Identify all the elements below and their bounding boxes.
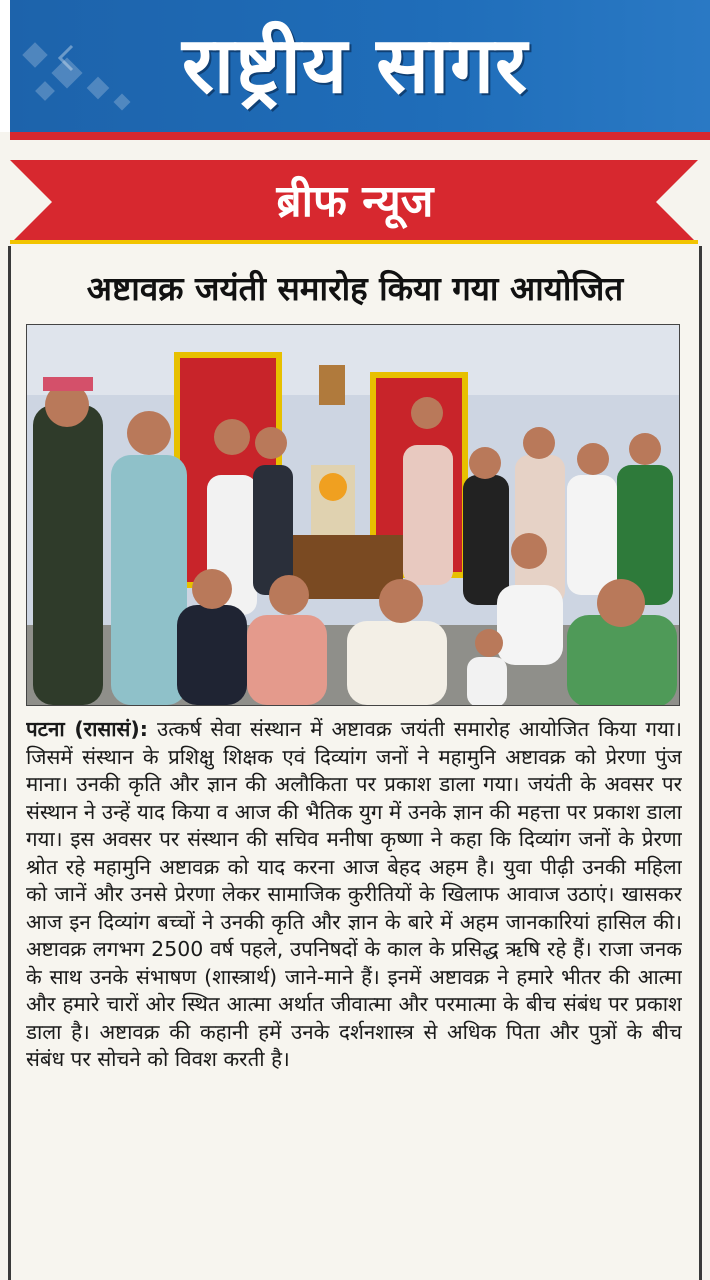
masthead <box>0 0 710 132</box>
section-label: ब्रीफ न्यूज <box>276 176 434 227</box>
article-body-text: उत्कर्ष सेवा संस्थान में अष्टावक्र जयंती समारोह आयोजित किया गया। जिसमें संस्थान के प्रशिक्षु शिक्षक एवं दिव्यांग जनों ने महामुनि अष्टावक्र को प्रेरणा पुंज माना। उनकी कृति और ज्ञान की अलौकिता पर प्रकाश डाला गया। जयंती के अवसर पर संस्थान ने उन्हें याद किया व आज की भैतिक युग में उनके ज्ञान की महत्ता पर प्रकाश डाला गया। इस अवसर पर संस्थान की सचिव मनीषा कृष्णा ने कहा कि दिव्यांग जनों के प्रेरणा श्रोत रहे महामुनि अष्टावक्र को याद करना आज बेहद अहम है। युवा पीढ़ी उनकी महिला को जानें और उनसे प्रेरणा लेकर सामाजिक कुरीतियों के खिलाफ आवाज उठाएं। खासकर आज इन दिव्यांग बच्चों ने उनकी कृति और ज्ञान के बारे में अहम जानकारियां हासिल की। अष्टावक्र लगभग 2500 वर्ष पहले, उपनिषदों के काल के प्रसिद्ध ऋषि रहे हैं। राजा जनक के साथ उनके संभाषण (शास्त्रार्थ) जाने-माने हैं। इनमें अष्टावक्र ने हमारे भीतर की आत्मा और हमारे चारों ओर स्थित आत्मा अर्थात जीवात्मा और परमात्मा के बीच संबंध पर प्रकाश डाला है। अष्टावक्र की कहानी हमें उनके दर्शनशास्त्र से अधिक पिता और पुत्रों के बीच संबंध पर सोचने को विवश करती है। <box>26 717 682 1071</box>
masthead-title: राष्ट्रीय सागर <box>182 21 528 111</box>
group-photo-icon <box>27 325 680 706</box>
article-body <box>26 716 682 1272</box>
section-banner <box>10 160 698 244</box>
group-photo <box>26 324 680 706</box>
article-headline: अष्टावक्र जयंती समारोह किया गया आयोजित <box>86 269 624 308</box>
masthead-underline <box>10 132 710 140</box>
article-dateline: पटना (रासासं): <box>26 717 148 741</box>
